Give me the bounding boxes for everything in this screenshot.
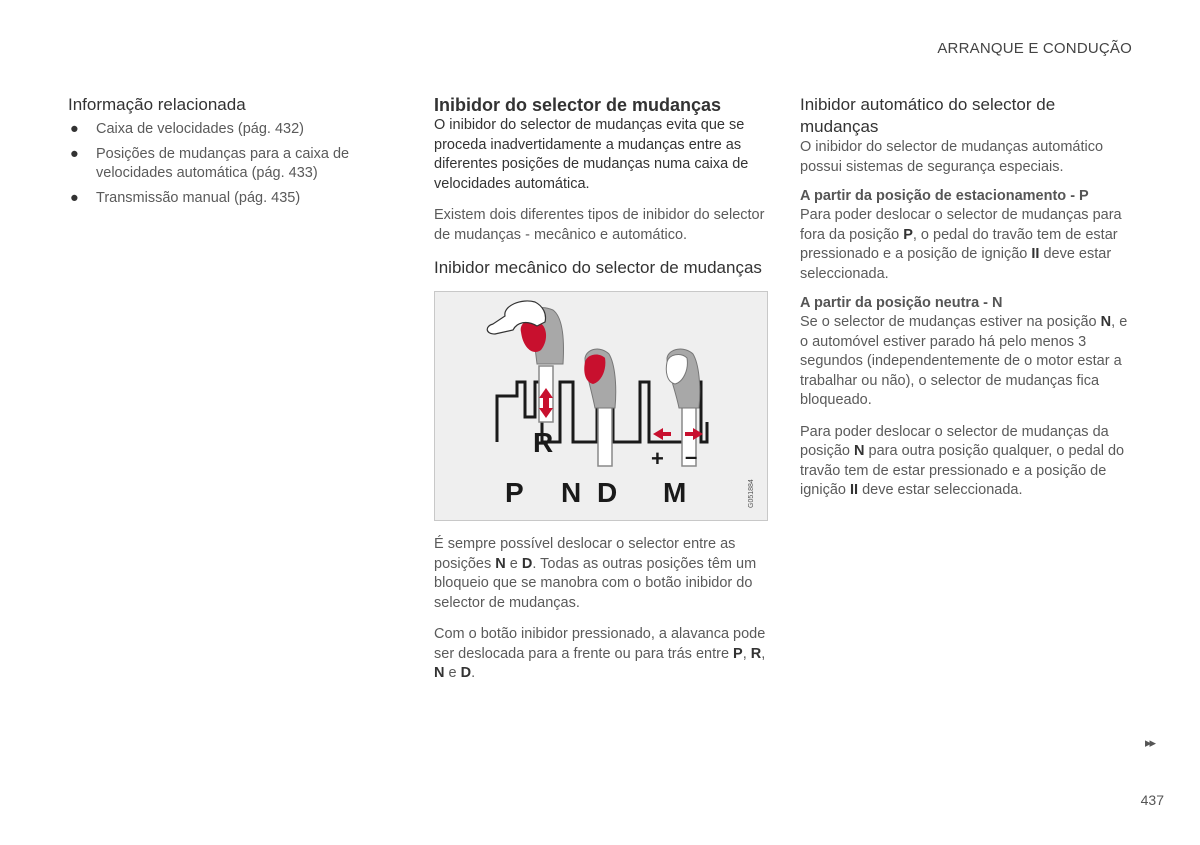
related-info-title: Informação relacionada <box>68 95 246 114</box>
main-title: Inibidor do selector de mudanças <box>434 95 722 115</box>
related-link[interactable]: ● Transmissão manual (pág. 435) <box>68 189 398 209</box>
bullet-icon: ● <box>70 189 79 206</box>
neutral-paragraph: Se o selector de mudanças estiver na posição N, e o automóvel estiver parado há pelo menos 3 segundos (independentemente de o motor estar a trabalhar ou não), o selector de mudanças fica bloqueado. <box>800 314 1128 408</box>
gate-label-r: R <box>533 427 554 458</box>
main-intro: O inibidor do selector de mudanças evita que se proceda inadvertidamente a mudanças entre as diferentes posições de mudanças numa caixa de velocidades automática. <box>434 117 749 192</box>
positions-paragraph: É sempre possível deslocar o selector entre as posições N e D. Todas as outras posições têm um bloqueio que se manobra com o botão inibidor do selector de mudanças. <box>434 536 757 611</box>
arrow-left-icon <box>653 428 671 440</box>
main-column <box>434 94 774 684</box>
related-info-list <box>68 120 398 208</box>
neutral-release-paragraph: Para poder deslocar o selector de mudanças da posição N para outra posição qualquer, o pedal do travão tem de estar pressionado e a posição de ignição II deve estar seleccionada. <box>800 423 1125 498</box>
related-info-column <box>68 94 398 213</box>
button-paragraph: Com o botão inibidor pressionado, a alavanca pode ser deslocada para a frente ou para trás entre P, R, N e D. <box>434 626 766 681</box>
types-paragraph: Existem dois diferentes tipos de inibidor do selector de mudanças - mecânico e automático. <box>434 207 765 243</box>
section-header: ARRANQUE E CONDUÇÃO <box>937 40 1132 57</box>
bullet-icon: ● <box>70 121 79 137</box>
gate-label-n: N <box>561 477 582 508</box>
plus-label: + <box>651 446 664 471</box>
gate-label-p: P <box>505 477 524 508</box>
mechanical-title: Inibidor mecânico do selector de mudanças <box>434 258 762 277</box>
gate-label-m: M <box>663 477 687 508</box>
gear-selector-illustration <box>434 291 768 521</box>
inhibitor-button-pressed <box>521 320 546 352</box>
automatic-column <box>800 94 1132 501</box>
related-link[interactable]: ● Posições de mudanças para a caixa de velocidades automática (pág. 433) <box>70 145 350 181</box>
related-link[interactable]: ● Caixa de velocidades (pág. 432) <box>68 120 398 140</box>
page-number: 437 <box>1140 792 1164 808</box>
gate-label-d: D <box>597 477 618 508</box>
minus-label: – <box>685 444 698 469</box>
lever-shaft-2 <box>598 404 612 466</box>
next-page-icon: ▸▸ <box>1144 735 1154 750</box>
gear-selector-svg <box>435 292 767 520</box>
neutral-heading: A partir da posição neutra - N <box>800 295 1003 311</box>
automatic-intro: O inibidor do selector de mudanças automático possui sistemas de segurança especiais. <box>800 139 1104 175</box>
automatic-title: Inibidor automático do selector de mudanças <box>800 95 1056 136</box>
park-paragraph: Para poder deslocar o selector de mudanças para fora da posição P, o pedal do travão tem de estar pressionado e a posição de ignição II deve estar seleccionada. <box>800 207 1122 282</box>
figure-code: G051884 <box>748 479 755 508</box>
bullet-icon: ● <box>70 145 79 162</box>
park-heading: A partir da posição de estacionamento - P <box>800 188 1089 204</box>
